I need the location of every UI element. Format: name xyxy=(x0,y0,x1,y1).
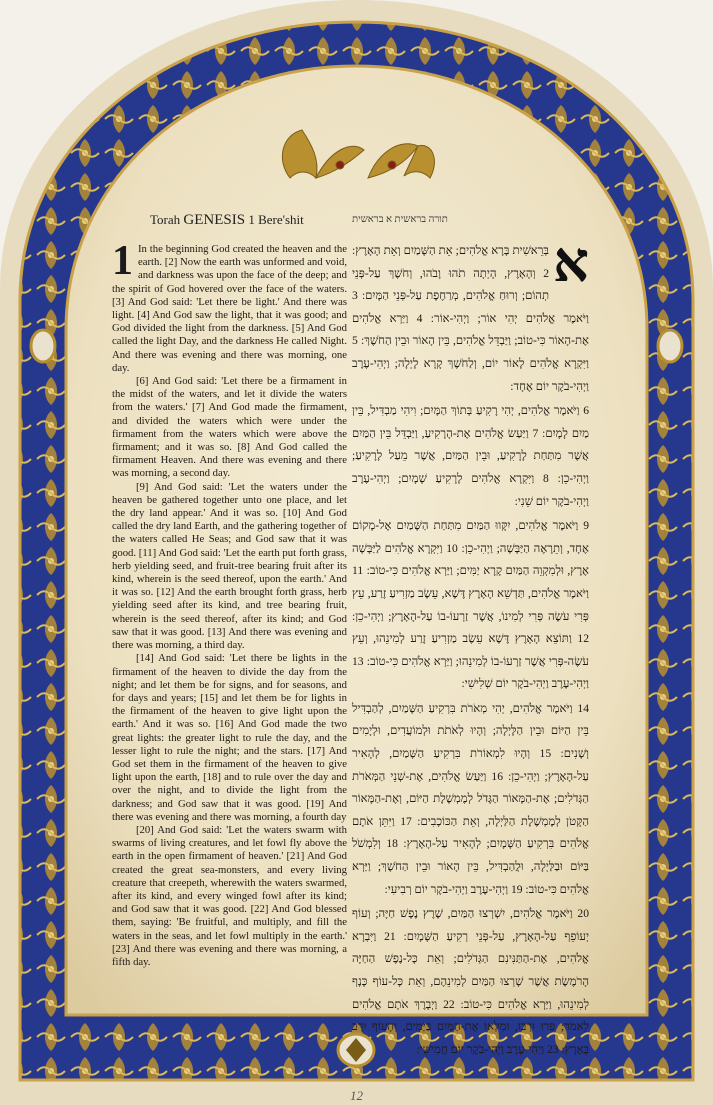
left-medallion xyxy=(31,330,55,362)
running-head-book: GENESIS xyxy=(183,212,246,228)
hebrew-paragraph: 14 וַיֹּאמֶר אֱלֹהִים, יְהִי מְאֹרֹת בִּרְקִיעַ הַשָּׁמַיִם, לְהַבְדִּיל בֵּין הַיּוֹם וּבֵין הַלָּיְלָה; וְהָיוּ לְאֹתֹת וּלְמוֹעֲדִים, וּלְיָמִים וְשָׁנִים: 15 וְהָיוּ לִמְאוֹרֹת בִּרְקִיעַ הַשָּׁמַיִם, לְהָאִיר עַל-הָאָרֶץ; וַיְהִי-כֵן: 16 וַיַּעַשׂ אֱלֹהִים, אֶת-שְׁנֵי הַמְּאֹרֹת הַגְּדֹלִים; אֶת-הַמָּאוֹר הַגָּדֹל לְמֶמְשֶׁלֶת הַיּוֹם, וְאֶת-הַמָּאוֹר הַקָּטֹן לְמֶמְשֶׁלֶת הַלַּיְלָה, וְאֵת הַכּוֹכָבִים: 17 וַיִּתֵּן אֹתָם אֱלֹהִים בִּרְקִיעַ הַשָּׁמָיִם; לְהָאִיר עַל-הָאָרֶץ: 18 וְלִמְשֹׁל בַּיּוֹם וּבַלַּיְלָה, וּלֲהַבְדִּיל, בֵּין הָאוֹר וּבֵין הַחֹשֶׁךְ; וַיַּרְא אֱלֹהִים כִּי-טוֹב: 19 וַיְהִי-עֶרֶב וַיְהִי-בֹקֶר יוֹם רְבִיעִי: xyxy=(352,701,589,896)
english-paragraph: 1 In the beginning God created the heaven and the earth. [2] Now the earth was unformed and void, and darkness was upon the face of the deep; and the spirit of God hovered over the face of the waters. [3] And God said: 'Let there be light.' And there was light. [4] And God saw the light, that it was good; and God divided the light from the darkness. [5] And God called the light Day, and the darkness He called Night. And there was evening and there was morning, one day. xyxy=(112,238,347,374)
running-head-chapter: 1 xyxy=(248,212,255,227)
hebrew-paragraph: א בְּרֵאשִׁית בָּרָא אֱלֹהִים; אֵת הַשָּׁמַיִם וְאֵת הָאָרֶץ: 2 וְהָאָרֶץ, הָיְתָה תֹהוּ וָבֹהוּ, וְחֹשֶׁךְ עַל-פְּנֵי תְהוֹם; וְרוּחַ אֱלֹהִים, מְרַחֶפֶת עַל-פְּנֵי הַמָּיִם: 3 וַיֹּאמֶר אֱלֹהִים יְהִי אוֹר; וַיְהִי-אוֹר: 4 וַיַּרְא אֱלֹהִים אֶת-הָאוֹר כִּי-טוֹב; וַיַּבְדֵּל אֱלֹהִים, בֵּין הָאוֹר וּבֵין הַחֹשֶׁךְ: 5 וַיִּקְרָא אֱלֹהִים לָאוֹר יוֹם, וְלַחֹשֶׁךְ קָרָא לָיְלָה; וַיְהִי-עֶרֶב וַיְהִי-בֹקֶר יוֹם אֶחָד: xyxy=(352,232,589,393)
hebrew-paragraph: 6 וַיֹּאמֶר אֱלֹהִים, יְהִי רָקִיעַ בְּתוֹךְ הַמָּיִם; וִיהִי מַבְדִּיל, בֵּין מַיִם לָמָיִם: 7 וַיַּעַשׂ אֱלֹהִים אֶת-הָרָקִיעַ, וַיַּבְדֵּל בֵּין הַמַּיִם אֲשֶׁר מִתַּחַת לָרָקִיעַ, וּבֵין הַמַּיִם, אֲשֶׁר מֵעַל לָרָקִיעַ; וַיְהִי-כֵן: 8 וַיִּקְרָא אֱלֹהִים לָרָקִיעַ שָׁמָיִם; וַיְהִי-עֶרֶב וַיְהִי-בֹקֶר יוֹם שֵׁנִי: xyxy=(352,404,589,508)
english-paragraph: [14] And God said: 'Let there be lights in the firmament of the heaven to divide the day from the night; and let them be for signs, and for seasons, and for days and years; [15] and let them be for lights in the firmament of the heaven to give light upon the earth.' And it was so. [16] And God made the two great lights: the greater light to rule the day, and the lesser light to rule the night; and the stars. [17] And God set them in the firmament of the heaven to give light upon the earth, [18] and to rule over the day and over the night, and to divide the light from the darkness; and God saw that it was good. [19] And there was evening and there was morning, a fourth day xyxy=(112,652,347,823)
hebrew-running-head: תורה בראשית א בראשית xyxy=(352,214,448,225)
english-paragraph: [20] And God said: 'Let the waters swarm with swarms of living creatures, and let fowl fly above the earth in the open firmament of heaven.' [21] And God created the great sea-monsters, and every living creature that creepeth, wherewith the waters swarmed, after its kind, and every winged fowl after its kind; and God saw that it was good. [22] And God blessed them, saying: 'Be fruitful, and multiply, and fill the waters in the seas, and let fowl multiply in the earth.' [23] And there was evening and there was morning, a fifth day. xyxy=(112,823,347,968)
hebrew-paragraph: 9 וַיֹּאמֶר אֱלֹהִים, יִקָּווּ הַמַּיִם מִתַּחַת הַשָּׁמַיִם אֶל-מָקוֹם אֶחָד, וְתֵרָאֶה הַיַּבָּשָׁה; וַיְהִי-כֵן: 10 וַיִּקְרָא אֱלֹהִים לַיַּבָּשָׁה אֶרֶץ, וּלְמִקְוֵה הַמַּיִם קָרָא יַמִּים; וַיַּרְא אֱלֹהִים כִּי-טוֹב: 11 וַיֹּאמֶר אֱלֹהִים, תַּדְשֵׁא הָאָרֶץ דֶּשֶׁא, עֵשֶׂב מַזְרִיעַ זֶרַע, עֵץ פְּרִי עֹשֶׂה פְּרִי לְמִינוֹ, אֲשֶׁר זַרְעוֹ-בוֹ עַל-הָאָרֶץ; וַיְהִי-כֵן: 12 וַתּוֹצֵא הָאָרֶץ דֶּשֶׁא עֵשֶׂב מַזְרִיעַ זֶרַע לְמִינֵהוּ, וְעֵץ עֹשֶׂה-פְּרִי אֲשֶׁר זַרְעוֹ-בוֹ לְמִינֵהוּ; וַיַּרְא אֱלֹהִים כִּי-טוֹב: 13 וַיְהִי-עֶרֶב וַיְהִי-בֹקֶר יוֹם שְׁלִישִׁי: xyxy=(352,519,589,691)
english-paragraph: [6] And God said: 'Let there be a firmament in the midst of the waters, and let it divide the waters from the waters.' [7] And God made the firmament, and divided the waters which were under the firmament from the waters which were above the firmament; and it was so. [8] And God called the firmament Heaven. And there was evening and there was morning, a second day. xyxy=(112,375,347,480)
hebrew-paragraph: 20 וַיֹּאמֶר אֱלֹהִים, יִשְׁרְצוּ הַמַּיִם, שֶׁרֶץ נֶפֶשׁ חַיָּה; וְעוֹף יְעוֹפֵף עַל-הָאָרֶץ, עַל-פְּנֵי רְקִיעַ הַשָּׁמָיִם: 21 וַיִּבְרָא אֱלֹהִים, אֶת-הַתַּנִּינִם הַגְּדֹלִים; וְאֵת כָּל-נֶפֶשׁ הַחַיָּה הָרֹמֶשֶׂת אֲשֶׁר שָׁרְצוּ הַמַּיִם לְמִינֵהֶם, וְאֵת כָּל-עוֹף כָּנָף לְמִינֵהוּ, וַיַּרְא אֱלֹהִים כִּי-טוֹב: 22 וַיְבָרֶךְ אֹתָם אֱלֹהִים לֵאמֹר; פְּרוּ וּרְבוּ, וּמִלְאוּ אֶת-הַמַּיִם בַּיַּמִּים, וְהָעוֹף יִרֶב בָּאָרֶץ: 23 וַיְהִי-עֶרֶב וַיְהִי-בֹקֶר יוֹם חֲמִישִׁי: xyxy=(352,907,589,1056)
hebrew-dropcap: א xyxy=(553,232,589,294)
right-medallion xyxy=(658,330,682,362)
running-head-torah: Torah xyxy=(150,212,181,227)
english-text-column xyxy=(112,238,347,969)
page-number: 12 xyxy=(350,1088,363,1103)
running-head-name: Bere'shit xyxy=(258,212,304,227)
english-paragraph: [9] And God said: 'Let the waters under the heaven be gathered together unto one place, and let the dry land appear.' And it was so. [10] And God called the dry land Earth, and the gathering together of the waters called He Seas; and God saw that it was good. [11] And God said: 'Let the earth put forth grass, herb yielding seed, and fruit-tree bearing fruit after its kind, wherein is the seed thereof, upon the earth.' And it was so. [12] And the earth brought forth grass, herb yielding seed after its kind, and tree bearing fruit, wherein is the seed thereof, after its kind; and God saw that it was good. [13] And there was evening and there was morning, a third day. xyxy=(112,480,347,652)
english-dropcap: 1 xyxy=(112,238,133,284)
hebrew-text-column xyxy=(352,232,589,1063)
